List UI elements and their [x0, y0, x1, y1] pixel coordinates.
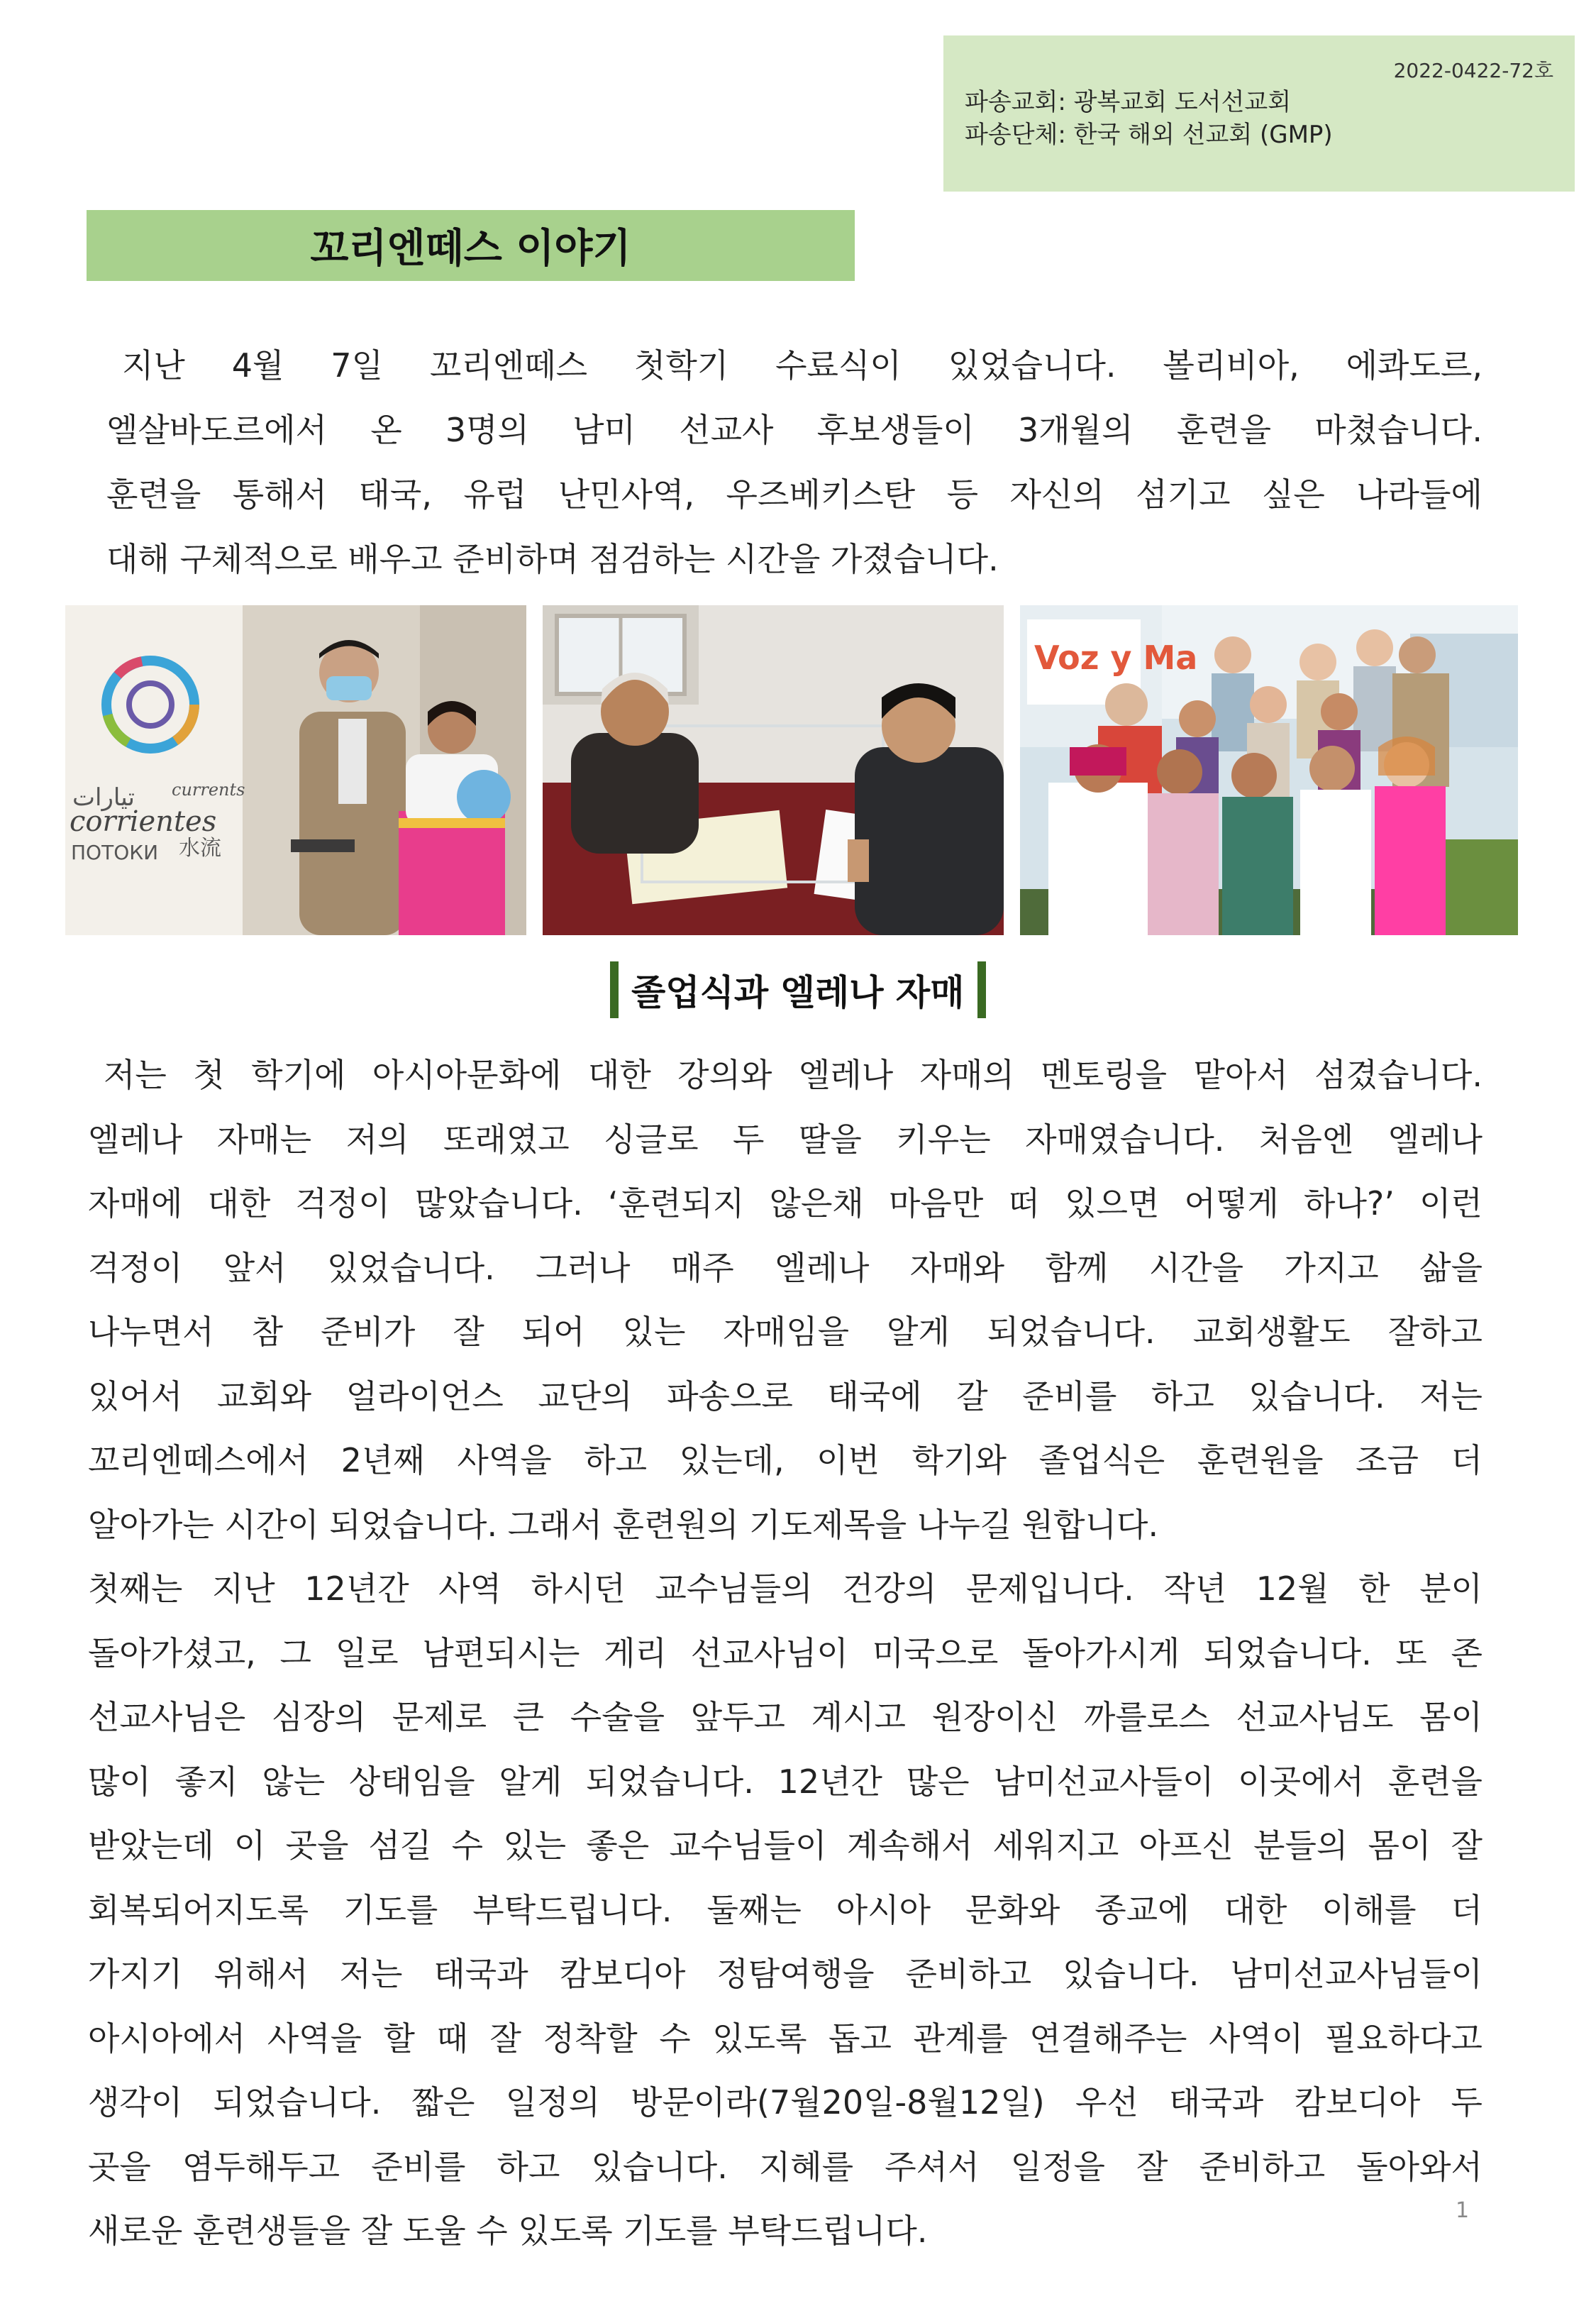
body-line: 아시아에서 사역을 할 때 잘 정착할 수 있도록 돕고 관계를 연결해주는 사역이 필요하다고 [88, 2019, 1483, 2058]
body-line: 자매에 대한 걱정이 많았습니다. ‘훈련되지 않은채 마음만 떠 있으면 어떻게 하나?’ 이런 [88, 1184, 1483, 1223]
body-line: 있어서 교회와 얼라이언스 교단의 파송으로 태국에 갈 준비를 하고 있습니다. 저는 [88, 1377, 1483, 1416]
body-line: 첫째는 지난 12년간 사역 하시던 교수님들의 건강의 문제입니다. 작년 12월 한 분이 [88, 1569, 1483, 1608]
body-line: 회복되어지도록 기도를 부탁드립니다. 둘째는 아시아 문화와 종교에 대한 이해를 더 [88, 1890, 1483, 1929]
body-line: 새로운 훈련생들을 잘 도울 수 있도록 기도를 부탁드립니다. [88, 2212, 928, 2250]
body-line: 많이 좋지 않는 상태임을 알게 되었습니다. 12년간 많은 남미선교사들이 이곳에서 훈련을 [88, 1762, 1483, 1801]
sign-text: ПОТОКИ [71, 841, 159, 864]
intro-paragraph [106, 333, 1483, 592]
photo-signing [543, 605, 1004, 935]
body-line: 받았는데 이 곳을 섬길 수 있는 좋은 교수님들이 계속해서 세워지고 아프신 분들의 몸이 잘 [88, 1826, 1483, 1865]
sending-organization: 파송단체: 한국 해외 선교회 (GMP) [965, 121, 1333, 149]
sign-text: currents [172, 780, 245, 800]
section-bar-right [977, 961, 986, 1018]
sign-text: corrientes [70, 805, 217, 838]
section-bar-left [610, 961, 619, 1018]
body-line: 걱정이 앞서 있었습니다. 그러나 매주 엘레나 자매와 함께 시간을 가지고 삶을 [88, 1248, 1483, 1287]
body-line: 돌아가셨고, 그 일로 남편되시는 게리 선교사님이 미국으로 돌아가시게 되었습니다. 또 존 [88, 1633, 1483, 1672]
body-line: 저는 첫 학기에 아시아문화에 대한 강의와 엘레나 자매의 멘토링을 맡아서 섬겼습니다. [104, 1056, 1483, 1094]
body-line: 알아가는 시간이 되었습니다. 그래서 훈련원의 기도제목을 나누길 원합니다. [88, 1505, 1159, 1544]
sign-text: 水流 [179, 836, 221, 861]
intro-line: 지난 4월 7일 꼬리엔떼스 첫학기 수료식이 있었습니다. 볼리비아, 에콰도르, [122, 346, 1483, 385]
body-line: 나누면서 참 준비가 잘 되어 있는 자매임을 알게 되었습니다. 교회생활도 잘하고 [88, 1313, 1483, 1351]
body-line: 곳을 염두해두고 준비를 하고 있습니다. 지혜를 주셔서 일정을 잘 준비하고 돌아와서 [88, 2147, 1483, 2186]
photo-graduation-certificate [65, 605, 526, 935]
body-line: 선교사님은 심장의 문제로 큰 수술을 앞두고 계시고 원장이신 까를로스 선교사님도 몸이 [88, 1698, 1483, 1736]
body-paragraph [88, 1043, 1483, 2263]
intro-line: 엘살바도르에서 온 3명의 남미 선교사 후보생들이 3개월의 훈련을 마쳤습니다. [106, 411, 1483, 449]
page-number: 1 [1456, 2198, 1470, 2223]
intro-line: 대해 구체적으로 배우고 준비하며 점검하는 시간을 가졌습니다. [106, 540, 999, 578]
intro-line: 훈련을 통해서 태국, 유럽 난민사역, 우즈베키스탄 등 자신의 섬기고 싶은 나라들에 [106, 475, 1483, 514]
page-title-bar [87, 210, 855, 281]
body-line: 가지기 위해서 저는 태국과 캄보디아 정탐여행을 준비하고 있습니다. 남미선교사님들이 [88, 1955, 1483, 1993]
section-title: 졸업식과 엘레나 자매 [631, 972, 965, 1013]
page-title: 꼬리엔떼스 이야기 [310, 226, 631, 272]
sender-info-box [943, 35, 1575, 192]
issue-number: 2022-0422-72호 [1393, 59, 1553, 82]
body-line: 엘레나 자매는 저의 또래였고 싱글로 두 딸을 키우는 자매였습니다. 처음엔 엘레나 [88, 1120, 1483, 1159]
sending-church: 파송교회: 광복교회 도서선교회 [965, 88, 1292, 116]
body-line: 꼬리엔떼스에서 2년째 사역을 하고 있는데, 이번 학기와 졸업식은 훈련원을 조금 더 [88, 1441, 1483, 1479]
banner-text: Voz y Ma [1034, 639, 1198, 677]
body-line: 생각이 되었습니다. 짧은 일정의 방문이라(7월20일-8월12일) 우선 태국과 캄보디아 두 [88, 2083, 1483, 2122]
photo-group [1020, 605, 1518, 935]
sign-text: تيارات [72, 783, 135, 812]
section-heading [610, 961, 986, 1018]
